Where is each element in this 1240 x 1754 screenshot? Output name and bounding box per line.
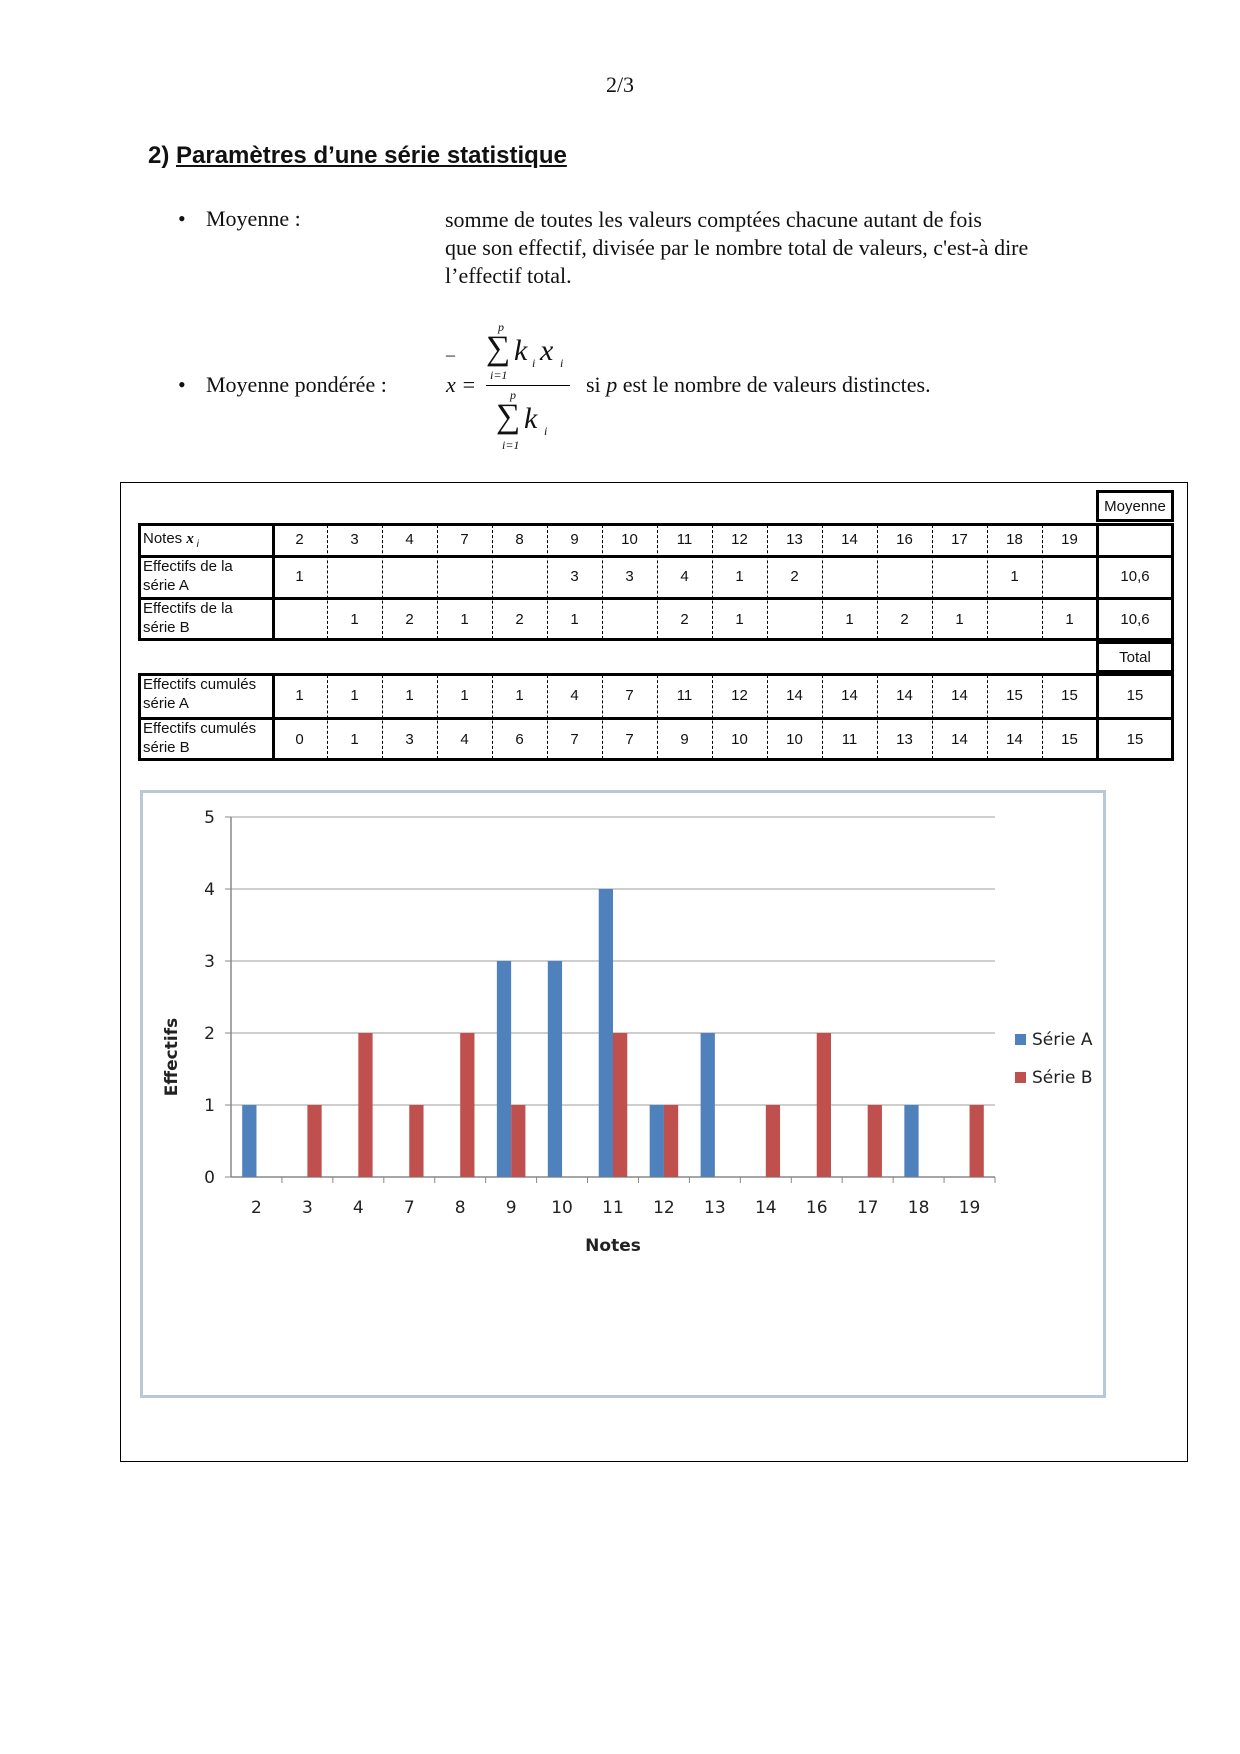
serie-a-cell — [327, 555, 382, 597]
serie-a-mean: 10,6 — [1120, 567, 1150, 585]
bar-serie-b — [511, 1105, 525, 1177]
cumul-b-cell: 6 — [515, 730, 524, 748]
cumul-a-cell: 1 — [295, 686, 304, 704]
x-tick-label: 7 — [403, 1198, 415, 1218]
y-tick-label: 0 — [204, 1168, 215, 1188]
cumul-a-cell: 14 — [896, 686, 913, 704]
notes-cell: 13 — [786, 530, 803, 548]
serie-b-cell: 2 — [405, 610, 414, 628]
legend-swatch — [1015, 1072, 1026, 1083]
bar-chart — [140, 790, 1106, 1398]
serie-b-mean: 10,6 — [1120, 610, 1150, 628]
y-axis-title: Effectifs — [162, 1017, 182, 1097]
y-tick-label: 1 — [204, 1096, 215, 1116]
notes-cell: 11 — [676, 530, 693, 548]
cumul-b-cell: 11 — [841, 730, 858, 748]
bar-mark: _ — [446, 338, 455, 358]
y-tick-label: 2 — [204, 1024, 215, 1044]
serie-b-cell: 1 — [845, 610, 854, 628]
notes-cell: 3 — [350, 530, 359, 548]
cumul-a-cell: 14 — [951, 686, 968, 704]
bar-serie-a — [548, 961, 562, 1177]
total-column-frame — [1096, 673, 1174, 761]
serie-b-label — [140, 599, 270, 639]
section-number: 2) — [148, 142, 170, 169]
sum-upper-bound: p — [498, 320, 504, 334]
y-tick-label: 5 — [204, 808, 215, 828]
page-number: 2/3 — [605, 72, 635, 97]
cumul-b-cell: 14 — [1006, 730, 1023, 748]
bar-serie-a — [701, 1033, 715, 1177]
notes-cell: 9 — [570, 530, 579, 548]
explanation-post: est le nombre de valeurs distinctes. — [622, 372, 931, 397]
definition-line: somme de toutes les valeurs comptées chacune autant de fois — [445, 207, 982, 232]
sum-lower-bound: i=1 — [490, 368, 508, 382]
cumul-b-cell: 3 — [405, 730, 414, 748]
notes-cell: 17 — [951, 530, 968, 548]
formula-lhs: x = — [446, 372, 477, 397]
cumul-b-label-line: série B — [143, 739, 190, 756]
cumul-a-cell: 4 — [570, 686, 579, 704]
cumul-b-total: 15 — [1126, 730, 1144, 748]
formula-explanation — [586, 372, 931, 398]
cumul-a-cell: 7 — [625, 686, 634, 704]
serie-a-cell: 1 — [295, 567, 304, 585]
serie-a-cell: 1 — [735, 567, 744, 585]
x-tick-label: 3 — [301, 1198, 313, 1218]
cumul-b-cell: 13 — [896, 730, 913, 748]
x-tick-label: 18 — [907, 1198, 930, 1218]
notes-cell: 4 — [405, 530, 414, 548]
moyenne-ponderee-label: Moyenne pondérée : — [206, 372, 387, 397]
x-tick-label: 16 — [805, 1198, 828, 1218]
x-tick-label: 14 — [754, 1198, 777, 1218]
numerator-x-sub: i — [560, 356, 564, 370]
cumul-a-label — [140, 675, 270, 715]
serie-a-cell: 4 — [680, 567, 689, 585]
cumul-b-label-line: Effectifs cumulés — [143, 720, 257, 737]
definition-line: que son effectif, divisée par le nombre total de valeurs, c'est-à dire — [445, 235, 1029, 260]
serie-a-cell — [437, 555, 492, 597]
section-title-text: Paramètres d’une série statistique — [176, 142, 567, 169]
serie-a-cell: 3 — [570, 567, 579, 585]
cumul-a-cell: 12 — [731, 686, 748, 704]
notes-cell: 7 — [460, 530, 469, 548]
notes-label — [140, 529, 270, 551]
cumul-a-cell: 15 — [1006, 686, 1023, 704]
serie-a-cell — [932, 555, 987, 597]
weighted-mean-formula — [440, 318, 1040, 458]
y-tick-label: 4 — [204, 880, 215, 900]
bar-serie-b — [307, 1105, 321, 1177]
notes-cell: 10 — [621, 530, 638, 548]
legend-label: Série A — [1032, 1030, 1093, 1050]
bullet-icon: • — [178, 372, 186, 397]
notes-cell: 19 — [1061, 530, 1078, 548]
sum-lower-bound: i=1 — [502, 438, 520, 452]
notes-sub: i — [193, 539, 199, 550]
notes-cell: 12 — [731, 530, 748, 548]
cumul-a-cell: 15 — [1061, 686, 1078, 704]
sum-upper-bound: p — [510, 388, 516, 402]
x-tick-label: 19 — [958, 1198, 981, 1218]
serie-a-cell: 1 — [1010, 567, 1019, 585]
moyenne-definition — [445, 206, 1145, 290]
serie-a-cell: 3 — [625, 567, 634, 585]
notes-label-text: Notes — [143, 530, 187, 547]
definition-line: l’effectif total. — [445, 263, 572, 288]
cumul-a-label-line: Effectifs cumulés — [143, 676, 257, 693]
serie-b-cell: 1 — [350, 610, 359, 628]
bar-serie-a — [497, 961, 511, 1177]
denominator-k-sub: i — [544, 424, 548, 438]
cumul-a-label-line: série A — [143, 695, 189, 712]
serie-a-label — [140, 557, 270, 595]
serie-a-label-line: Effectifs de la — [143, 558, 233, 575]
sum-icon: ∑ — [486, 330, 511, 367]
serie-a-cell — [382, 555, 437, 597]
total-header: Total — [1119, 648, 1151, 666]
cumul-b-label — [140, 719, 270, 759]
serie-a-cell — [877, 555, 932, 597]
cumul-a-cell: 1 — [350, 686, 359, 704]
bar-serie-b — [817, 1033, 831, 1177]
x-tick-label: 10 — [551, 1198, 573, 1218]
serie-b-cell: 1 — [570, 610, 579, 628]
x-tick-label: 9 — [505, 1198, 517, 1218]
x-tick-label: 4 — [352, 1198, 364, 1218]
cumul-b-cell: 10 — [731, 730, 748, 748]
legend-swatch — [1015, 1034, 1026, 1045]
x-tick-label: 2 — [251, 1198, 262, 1218]
cumul-a-cell: 1 — [460, 686, 469, 704]
cumul-b-cell: 15 — [1061, 730, 1078, 748]
cumul-a-cell: 11 — [676, 686, 693, 704]
serie-b-cell: 1 — [460, 610, 469, 628]
explanation-pre: si — [586, 372, 601, 397]
serie-b-cell: 1 — [955, 610, 964, 628]
cumul-a-cell: 14 — [786, 686, 803, 704]
notes-var: x — [186, 531, 194, 547]
cumul-a-cell: 1 — [405, 686, 414, 704]
bar-serie-b — [664, 1105, 678, 1177]
cumul-b-cell: 0 — [295, 730, 304, 748]
bar-serie-b — [409, 1105, 423, 1177]
notes-cell: 8 — [515, 530, 524, 548]
bar-serie-b — [460, 1033, 474, 1177]
numerator-x: x — [540, 334, 554, 367]
x-axis-title: Notes — [585, 1236, 641, 1256]
serie-a-cell — [822, 555, 877, 597]
numerator-k: k — [514, 334, 528, 367]
cumul-b-cell: 9 — [680, 730, 689, 748]
serie-b-cell — [272, 597, 327, 641]
bar-serie-b — [613, 1033, 627, 1177]
bar-serie-a — [650, 1105, 664, 1177]
sum-icon: ∑ — [496, 398, 521, 435]
serie-b-label-line: Effectifs de la — [143, 600, 233, 617]
bar-serie-a — [242, 1105, 256, 1177]
bar-serie-a — [599, 889, 613, 1177]
cumul-a-total: 15 — [1126, 686, 1144, 704]
moyenne-label: Moyenne : — [206, 206, 301, 231]
mean-column-frame — [1096, 523, 1174, 641]
bar-serie-b — [766, 1105, 780, 1177]
x-tick-label: 12 — [653, 1198, 675, 1218]
serie-b-label-line: série B — [143, 619, 190, 636]
bar-serie-b — [868, 1105, 882, 1177]
bar-serie-a — [904, 1105, 918, 1177]
x-tick-label: 13 — [704, 1198, 726, 1218]
notes-cell: 2 — [295, 530, 304, 548]
chart-svg — [143, 793, 1103, 1395]
notes-cell: 14 — [841, 530, 858, 548]
serie-b-cell: 2 — [900, 610, 909, 628]
serie-a-cell — [1042, 555, 1097, 597]
section-title — [148, 142, 567, 170]
serie-b-cell — [767, 597, 822, 641]
cumul-b-cell: 14 — [951, 730, 968, 748]
serie-b-cell: 1 — [1065, 610, 1074, 628]
fraction-bar — [486, 385, 570, 386]
bar-serie-b — [970, 1105, 984, 1177]
serie-a-cell: 2 — [790, 567, 799, 585]
numerator-k-sub: i — [532, 356, 536, 370]
bullet-icon: • — [178, 206, 186, 231]
bar-serie-b — [358, 1033, 372, 1177]
notes-cell: 18 — [1006, 530, 1023, 548]
cumul-b-cell: 10 — [786, 730, 803, 748]
serie-b-cell: 2 — [680, 610, 689, 628]
serie-a-cell — [492, 555, 547, 597]
serie-b-cell — [987, 597, 1042, 641]
explanation-var: p — [606, 372, 618, 397]
x-tick-label: 8 — [454, 1198, 466, 1218]
x-tick-label: 11 — [602, 1198, 624, 1218]
cumul-b-cell: 4 — [460, 730, 469, 748]
denominator-k: k — [524, 402, 538, 435]
x-tick-label: 17 — [856, 1198, 879, 1218]
serie-b-cell: 1 — [735, 610, 744, 628]
serie-a-label-line: série A — [143, 577, 189, 594]
cumul-b-cell: 7 — [570, 730, 579, 748]
legend-label: Série B — [1032, 1068, 1093, 1088]
serie-b-cell — [602, 597, 657, 641]
cumul-a-cell: 14 — [841, 686, 858, 704]
cumul-b-cell: 7 — [625, 730, 634, 748]
y-tick-label: 3 — [204, 952, 215, 972]
serie-b-cell: 2 — [515, 610, 524, 628]
cumul-a-cell: 1 — [515, 686, 524, 704]
moyenne-header: Moyenne — [1104, 497, 1166, 515]
cumul-b-cell: 1 — [350, 730, 359, 748]
notes-cell: 16 — [896, 530, 913, 548]
